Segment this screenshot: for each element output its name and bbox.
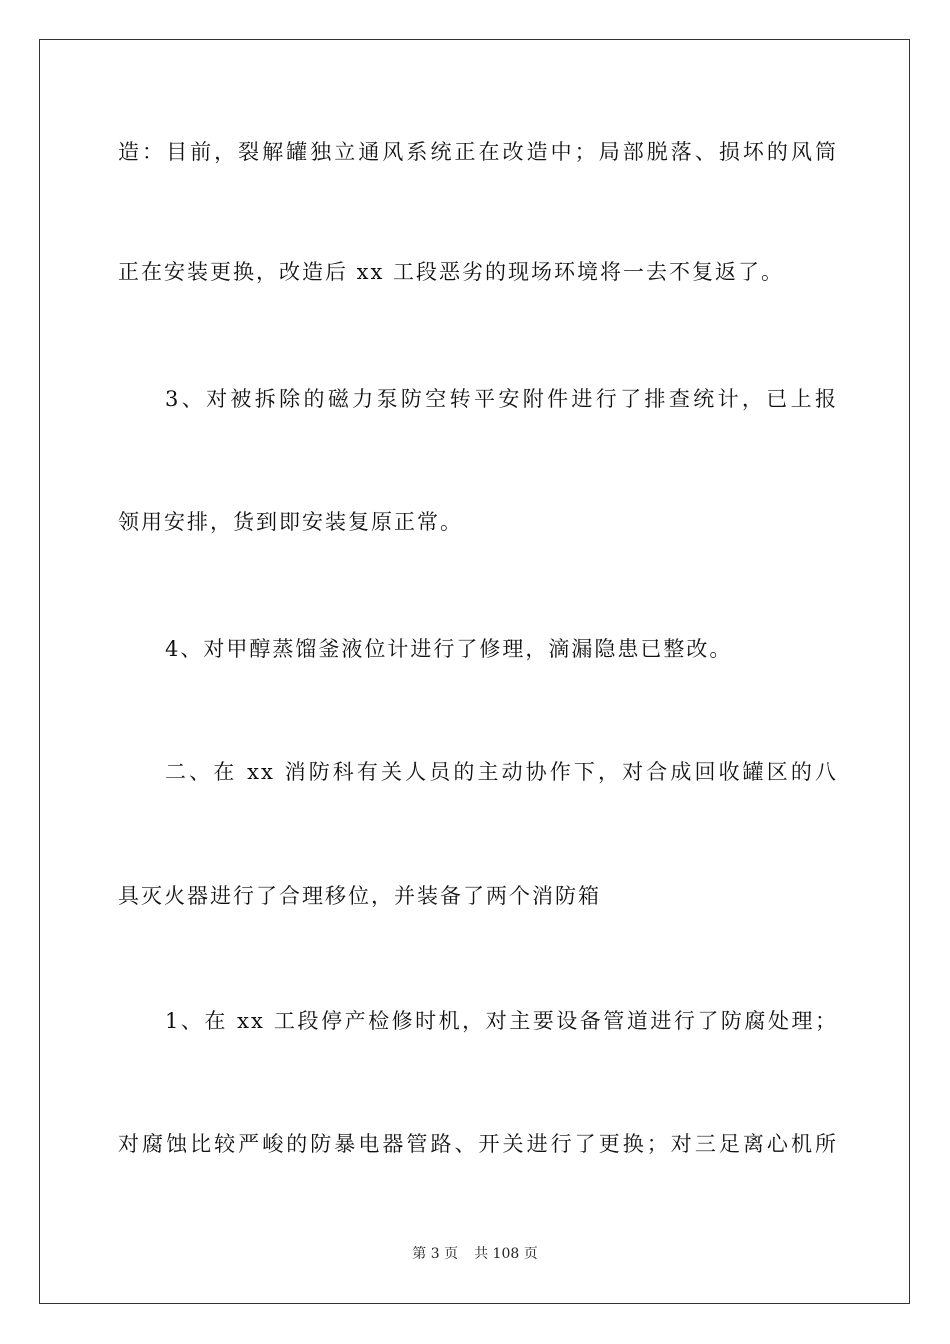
page-number: 第 3 页 [412,1246,459,1262]
paragraph-line-6: 二、在 xx 消防科有关人员的主动协作下，对合成回收罐区的八 [165,760,838,784]
paragraph-line-5: 4、对甲醇蒸馏釜液位计进行了修理，滴漏隐患已整改。 [165,637,733,661]
page-footer [0,1245,950,1263]
page-total: 共 108 页 [474,1246,538,1262]
paragraph-line-2: 正在安装更换，改造后 xx 工段恶劣的现场环境将一去不复返了。 [118,260,785,284]
paragraph-line-1: 造：目前，裂解罐独立通风系统正在改造中；局部脱落、损坏的风筒 [118,140,838,164]
paragraph-line-9: 对腐蚀比较严峻的防暴电器管路、开关进行了更换；对三足离心机所 [118,1132,838,1156]
paragraph-line-8: 1、在 xx 工段停产检修时机，对主要设备管道进行了防腐处理； [165,1009,838,1033]
paragraph-line-7: 具灭火器进行了合理移位，并装备了两个消防箱 [118,884,601,908]
paragraph-line-4: 领用安排，货到即安装复原正常。 [118,510,463,534]
page-border [39,39,910,1304]
paragraph-line-3: 3、对被拆除的磁力泵防空转平安附件进行了排查统计，已上报 [165,387,838,411]
